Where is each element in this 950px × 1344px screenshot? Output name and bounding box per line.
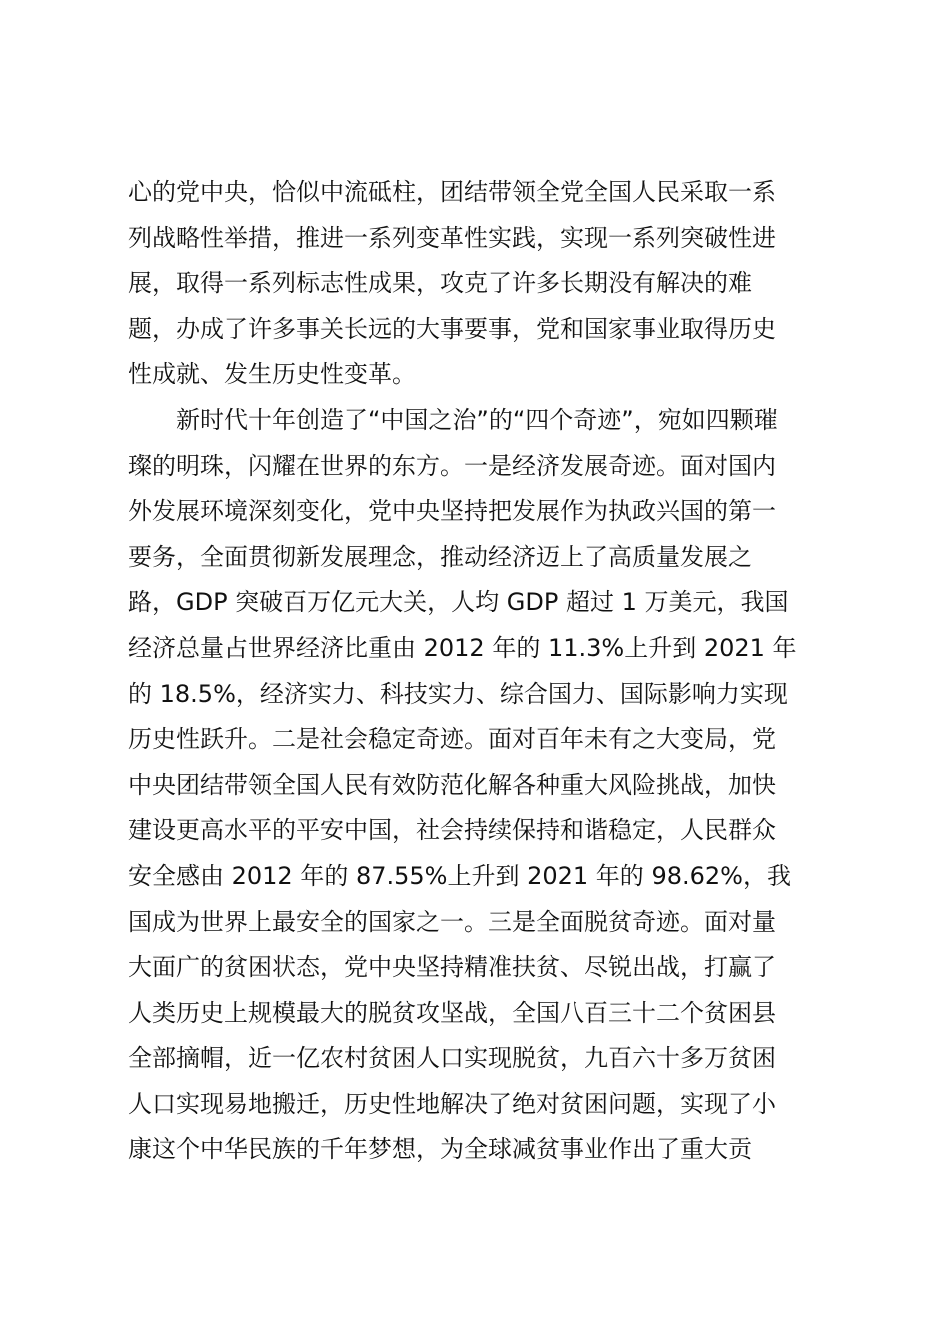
text-line: 题，办成了许多事关长远的大事要事，党和国家事业取得历史	[128, 314, 776, 343]
paragraph-2	[128, 398, 828, 1173]
text-line: 全部摘帽，近一亿农村贫困人口实现脱贫，九百六十多万贫困	[128, 1044, 776, 1073]
text-line: 展，取得一系列标志性成果，攻克了许多长期没有解决的难	[128, 269, 752, 298]
text-line: 性成就、发生历史性变革。	[128, 360, 416, 389]
paragraph-1	[128, 170, 828, 398]
text-line: 历史性跃升。二是社会稳定奇迹。面对百年未有之大变局，党	[128, 725, 776, 754]
text-line: 心的党中央，恰似中流砥柱，团结带领全党全国人民采取一系	[128, 178, 776, 206]
text-line: 列战略性举措，推进一系列变革性实践，实现一系列突破性进	[128, 223, 776, 252]
text-line-indented: 新时代十年创造了“中国之治”的“四个奇迹”，宛如四颗璀	[176, 405, 778, 434]
text-line: 经济总量占世界经济比重由 2012 年的 11.3%上升到 2021 年	[128, 633, 797, 662]
text-line: 人类历史上规模最大的脱贫攻坚战，全国八百三十二个贫困县	[128, 998, 776, 1027]
text-line: 璨的明珠，闪耀在世界的东方。一是经济发展奇迹。面对国内	[128, 451, 776, 480]
text-line: 的 18.5%，经济实力、科技实力、综合国力、国际影响力实现	[128, 679, 788, 708]
text-line: 中央团结带领全国人民有效防范化解各种重大风险挑战，加快	[128, 770, 776, 799]
text-line: 国成为世界上最安全的国家之一。三是全面脱贫奇迹。面对量	[128, 907, 776, 936]
text-line: 康这个中华民族的千年梦想，为全球减贫事业作出了重大贡	[128, 1135, 752, 1164]
text-line: 安全感由 2012 年的 87.55%上升到 2021 年的 98.62%，我	[128, 861, 791, 890]
text-line: 路，GDP 突破百万亿元大关，人均 GDP 超过 1 万美元，我国	[128, 588, 789, 617]
text-line: 外发展环境深刻变化，党中央坚持把发展作为执政兴国的第一	[128, 497, 776, 526]
body-text	[128, 170, 828, 1173]
text-line: 建设更高水平的平安中国，社会持续保持和谐稳定，人民群众	[128, 816, 776, 845]
text-line: 大面广的贫困状态，党中央坚持精准扶贫、尽锐出战，打赢了	[128, 953, 776, 982]
text-line: 要务，全面贯彻新发展理念，推动经济迈上了高质量发展之	[128, 542, 752, 571]
text-line: 人口实现易地搬迁，历史性地解决了绝对贫困问题，实现了小	[128, 1089, 776, 1118]
